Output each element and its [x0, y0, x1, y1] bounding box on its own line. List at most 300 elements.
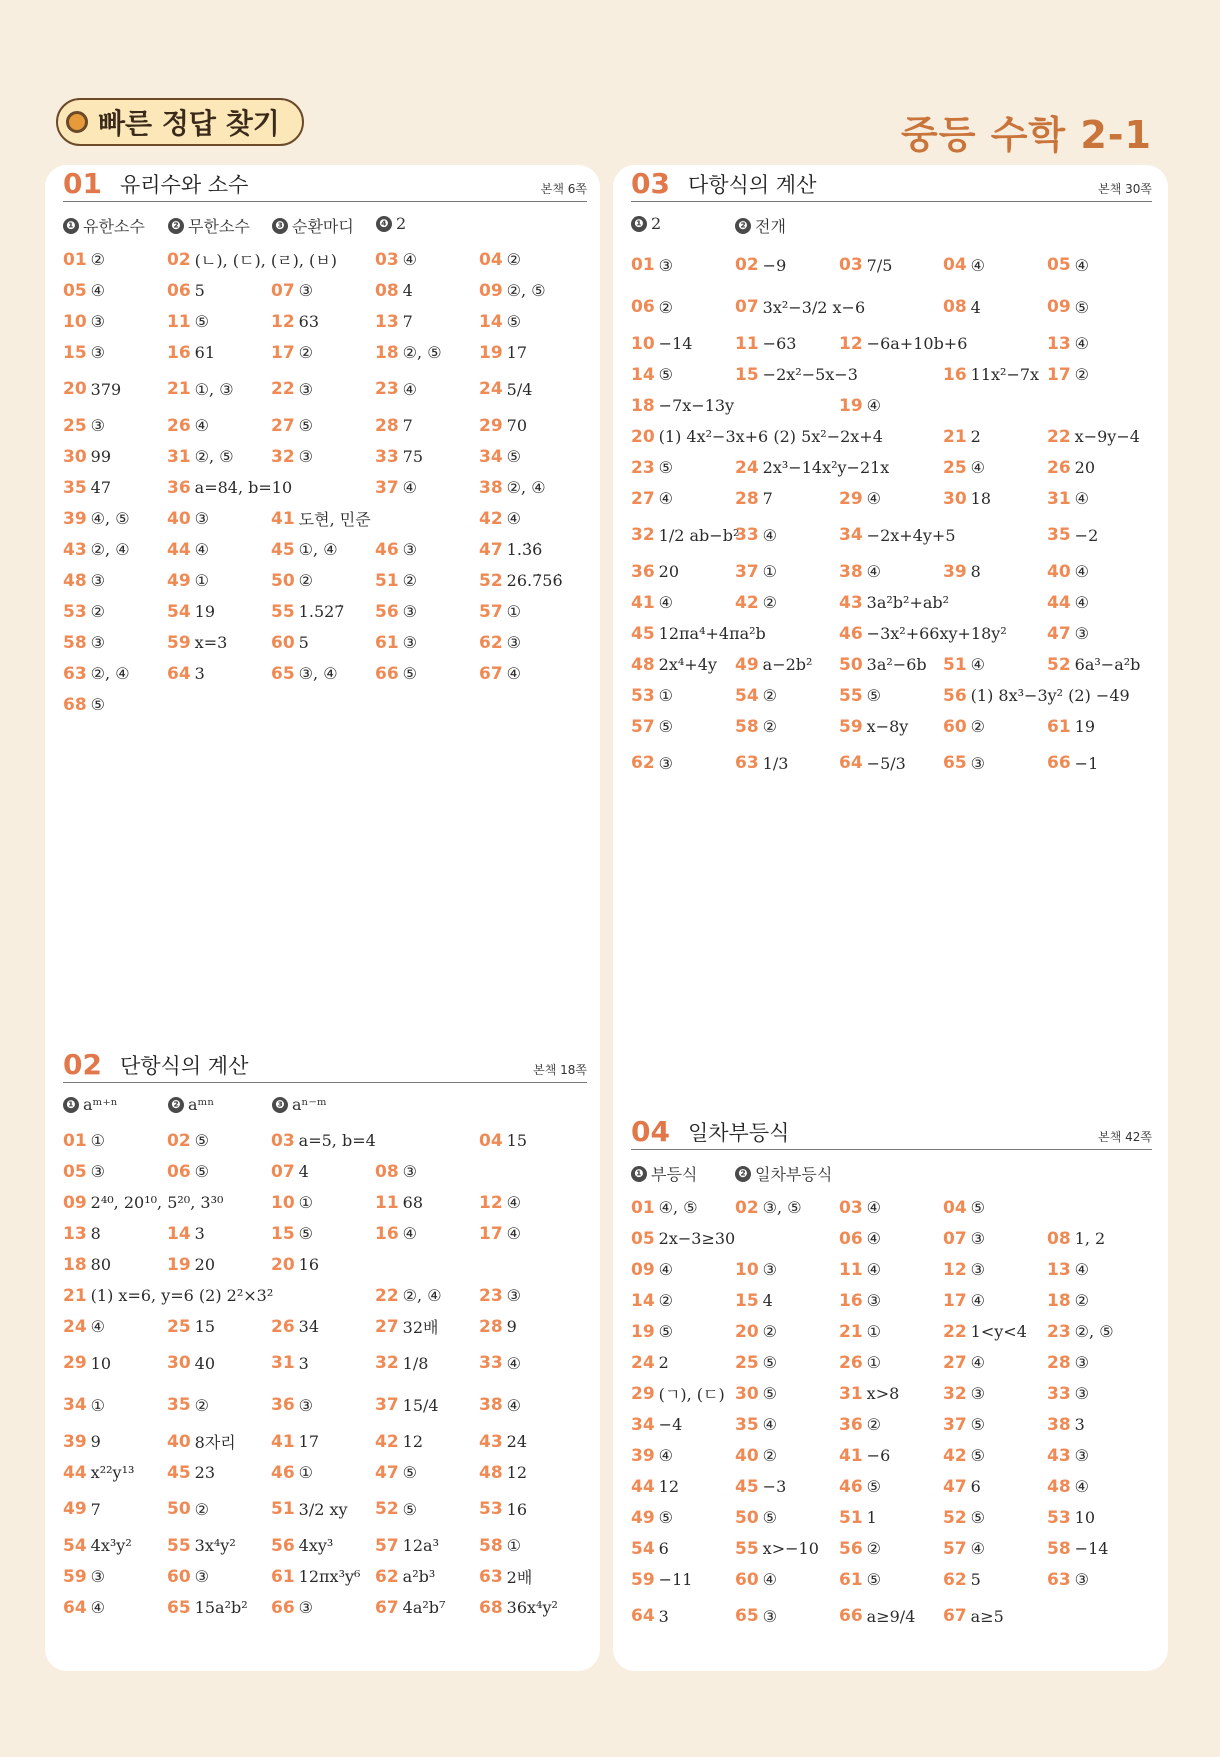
answer-item — [167, 1255, 215, 1275]
answer-value: ④ — [970, 458, 986, 477]
answer-value: ③ — [298, 1598, 314, 1617]
answer-value: 1/3 — [762, 753, 789, 773]
question-number: 10 — [631, 333, 655, 354]
answer-value: 2x−3≥30 — [658, 1229, 736, 1248]
answer-value: ⑤ — [194, 1162, 210, 1181]
question-number: 22 — [375, 1285, 399, 1306]
answer-value: 19 — [1074, 717, 1096, 736]
answer-value: 5 — [194, 281, 205, 300]
answer-item — [839, 1415, 881, 1435]
answer-item — [1047, 297, 1089, 317]
answer-value: ③ — [970, 753, 986, 773]
answer-item — [167, 343, 215, 363]
question-number: 03 — [839, 1197, 863, 1218]
question-number: 07 — [271, 1161, 295, 1182]
answer-value: 9 — [90, 1432, 101, 1451]
question-number: 65 — [271, 663, 295, 684]
answer-value: ② — [658, 297, 674, 317]
question-number: 31 — [1047, 488, 1071, 509]
answer-value: 12 — [402, 1432, 424, 1451]
answer-value: ④ — [658, 1446, 674, 1465]
answer-row — [631, 1595, 1152, 1637]
answer-value: 99 — [90, 447, 112, 466]
answer-item — [375, 1286, 442, 1306]
answer-value: (1) x=6, y=6 (2) 2²×3² — [90, 1286, 274, 1305]
answer-value: 1.527̇ — [298, 602, 345, 621]
answer-value: −11 — [658, 1570, 693, 1589]
question-number: 13 — [1047, 333, 1071, 354]
answer-row — [631, 244, 1152, 286]
answer-value: 12πa⁴+4πa²b — [658, 624, 766, 643]
question-number: 35 — [167, 1395, 191, 1415]
answer-item — [631, 1446, 673, 1466]
question-number: 21 — [839, 1321, 863, 1342]
concept-number-badge: ❹ — [376, 216, 392, 232]
section-header — [63, 166, 587, 202]
question-number: 10 — [63, 311, 87, 332]
answer-value: ② — [1074, 1291, 1090, 1310]
question-number: 02 — [735, 255, 759, 275]
answer-value: x>8 — [866, 1384, 900, 1403]
answer-value: 34 — [298, 1317, 320, 1336]
question-number: 46 — [375, 539, 399, 560]
answer-value: 12a³ — [402, 1536, 439, 1555]
question-number: 47 — [943, 1476, 967, 1497]
answer-value: ② — [506, 250, 522, 269]
concept-answer — [631, 1162, 697, 1185]
question-number: 29 — [839, 488, 863, 509]
question-number: 32 — [631, 525, 655, 545]
answer-value: ③ — [1074, 1570, 1090, 1589]
answer-value: 19 — [194, 602, 216, 621]
question-number: 37 — [943, 1414, 967, 1435]
answer-value: ④ — [1074, 562, 1090, 581]
answer-item — [479, 250, 521, 270]
answer-value: ③ — [90, 343, 106, 362]
question-number: 12 — [839, 333, 863, 354]
question-number: 23 — [375, 379, 399, 399]
answer-row — [631, 711, 1152, 742]
answer-item — [943, 1508, 985, 1528]
question-number: 42 — [735, 592, 759, 613]
answer-item — [63, 281, 105, 301]
answer-item — [943, 1384, 985, 1404]
answer-item — [271, 1317, 319, 1337]
answer-item — [943, 1446, 985, 1466]
answer-item — [63, 633, 105, 653]
question-number: 67 — [479, 663, 503, 684]
question-number: 53 — [631, 685, 655, 706]
answer-value: 3x²−3/2 x−6 — [762, 297, 866, 317]
answer-value: ⑤ — [970, 1446, 986, 1465]
answer-row — [631, 514, 1152, 556]
answer-value: ⑤ — [402, 1499, 418, 1519]
answer-value: a²b³ — [402, 1567, 436, 1586]
answer-value: −6a+10b+6 — [866, 334, 968, 353]
question-number: 03 — [839, 255, 863, 275]
answer-item — [479, 664, 521, 684]
page-reference: 본책 6쪽 — [540, 182, 587, 196]
answer-item — [839, 1198, 881, 1218]
question-number: 38 — [479, 477, 503, 498]
question-number: 49 — [167, 570, 191, 591]
answer-item — [735, 1508, 777, 1528]
question-number: 09 — [63, 1192, 87, 1213]
question-number: 40 — [735, 1445, 759, 1466]
answer-row — [631, 1223, 1152, 1254]
question-number: 12 — [943, 1259, 967, 1280]
answer-item — [167, 1224, 205, 1244]
question-number: 27 — [375, 1316, 399, 1337]
answer-item — [735, 334, 796, 354]
answer-item — [839, 255, 892, 275]
question-number: 18 — [375, 342, 399, 363]
question-number: 44 — [631, 1476, 655, 1497]
concept-answer — [63, 214, 145, 237]
question-number: 13 — [375, 311, 399, 332]
question-number: 21 — [943, 426, 967, 447]
question-number: 14 — [631, 364, 655, 385]
answer-item — [631, 1382, 725, 1405]
book-title: 중등 수학 2-1 — [901, 113, 1152, 157]
answer-value: ③ — [1074, 624, 1090, 643]
answer-value: ② — [866, 1415, 882, 1434]
answer-value: ④ — [506, 1193, 522, 1212]
answer-value: ④ — [402, 1224, 418, 1243]
answer-value: ②, ⑤ — [1074, 1322, 1114, 1341]
answer-item — [943, 1570, 981, 1590]
question-number: 51 — [271, 1499, 295, 1519]
answer-value: ③ — [402, 602, 418, 621]
question-number: 25 — [167, 1316, 191, 1337]
answer-item — [1047, 1415, 1085, 1435]
concept-number-badge: ❷ — [735, 218, 751, 234]
answer-value: 20 — [194, 1255, 216, 1274]
answer-item — [631, 1415, 682, 1435]
answer-value: 68 — [402, 1193, 424, 1212]
question-number: 15 — [271, 1223, 295, 1244]
question-number: 55 — [167, 1535, 191, 1556]
answer-item — [479, 1432, 527, 1452]
question-number: 25 — [63, 415, 87, 436]
answer-item — [631, 562, 679, 582]
question-number: 03 — [271, 1130, 295, 1151]
answer-item — [631, 655, 717, 675]
answer-item — [943, 1198, 985, 1218]
question-number: 35 — [735, 1414, 759, 1435]
answer-value: ⑤ — [970, 1198, 986, 1217]
answer-value: −14 — [658, 334, 693, 353]
question-number: 42 — [479, 508, 503, 529]
concept-row — [63, 214, 587, 236]
answer-value: 2x⁴+4y — [658, 655, 717, 674]
concept-value: 무한소수 — [188, 217, 250, 236]
question-number: 57 — [375, 1535, 399, 1556]
answer-value: 7 — [402, 416, 413, 435]
answer-value: ① — [506, 1536, 522, 1555]
answer-row — [63, 441, 587, 472]
question-number: 33 — [479, 1353, 503, 1373]
answer-item — [1047, 1570, 1089, 1590]
concept-answer — [631, 214, 661, 233]
question-number: 39 — [63, 1431, 87, 1452]
answer-row — [63, 689, 587, 720]
question-number: 61 — [271, 1566, 295, 1587]
answer-row — [63, 1280, 587, 1311]
answer-item — [271, 281, 313, 301]
answer-item — [1047, 593, 1089, 613]
answer-item — [1047, 753, 1098, 773]
answer-value: ③ — [90, 633, 106, 652]
question-number: 23 — [479, 1285, 503, 1306]
question-number: 57 — [943, 1538, 967, 1559]
answer-value: 8자리 — [194, 1433, 236, 1452]
answer-item — [63, 1567, 105, 1587]
answer-item — [1047, 1229, 1105, 1249]
question-number: 41 — [271, 1431, 295, 1452]
answer-item — [943, 1606, 1004, 1626]
answer-item — [375, 416, 413, 436]
question-number: 44 — [63, 1462, 87, 1483]
answer-item — [167, 1353, 215, 1373]
answer-value: 24 — [506, 1432, 528, 1451]
question-number: 38 — [1047, 1414, 1071, 1435]
answer-value: ② — [762, 1446, 778, 1465]
section-02 — [63, 1047, 587, 1623]
answer-value: 3 — [298, 1353, 309, 1373]
question-number: 18 — [1047, 1290, 1071, 1311]
question-number: 04 — [479, 249, 503, 270]
answer-item — [943, 1291, 985, 1311]
question-number: 08 — [375, 1161, 399, 1182]
concept-value: aᵐ⁺ⁿ — [83, 1095, 118, 1114]
answer-value: ① — [90, 1395, 106, 1415]
answer-item — [271, 571, 313, 591]
answer-row — [63, 244, 587, 275]
answer-item — [63, 540, 130, 560]
answer-item — [271, 602, 344, 622]
question-number: 01 — [631, 255, 655, 275]
answer-item — [839, 1606, 915, 1626]
answer-value: ②, ④ — [506, 478, 546, 497]
answer-item — [479, 416, 527, 436]
answer-item — [631, 458, 673, 478]
answer-item — [631, 427, 883, 447]
answer-row — [631, 1440, 1152, 1471]
question-number: 41 — [839, 1445, 863, 1466]
question-number: 16 — [375, 1223, 399, 1244]
answer-item — [63, 602, 105, 622]
answer-value: 6 — [970, 1477, 981, 1496]
answer-value: ③ — [194, 1567, 210, 1586]
answer-item — [375, 1193, 423, 1213]
answer-item — [735, 717, 777, 737]
question-number: 22 — [943, 1321, 967, 1342]
answer-item — [63, 1536, 132, 1556]
answer-item — [167, 1598, 248, 1618]
answer-item — [167, 540, 209, 560]
answer-item — [479, 571, 563, 591]
concept-number-badge: ❶ — [63, 1097, 79, 1113]
answer-value: −14 — [1074, 1539, 1109, 1558]
answer-item — [631, 1570, 692, 1590]
answer-value: ② — [90, 602, 106, 621]
answer-value: ③ — [298, 447, 314, 466]
answer-item — [63, 343, 105, 363]
question-number: 48 — [63, 570, 87, 591]
answer-value: ① — [298, 1193, 314, 1212]
question-number: 08 — [943, 297, 967, 317]
answer-item — [631, 1539, 669, 1559]
answer-item — [1047, 458, 1095, 478]
answer-value: ② — [402, 571, 418, 590]
question-number: 61 — [839, 1569, 863, 1590]
question-number: 43 — [839, 592, 863, 613]
question-number: 04 — [943, 1197, 967, 1218]
answer-item — [271, 664, 338, 684]
question-number: 31 — [271, 1353, 295, 1373]
answer-value: a=5, b=4 — [298, 1131, 376, 1150]
answer-value: 10 — [90, 1353, 112, 1373]
answer-item — [167, 312, 209, 332]
answer-row — [631, 286, 1152, 328]
answer-item — [375, 540, 417, 560]
question-number: 60 — [943, 716, 967, 737]
answer-item — [839, 525, 956, 545]
concept-answer — [168, 1095, 214, 1114]
answer-item — [943, 365, 1039, 385]
question-number: 28 — [375, 415, 399, 436]
answer-item — [839, 1477, 881, 1497]
answer-item — [167, 571, 209, 591]
answer-value: ⑤ — [762, 1384, 778, 1403]
answer-row — [63, 275, 587, 306]
answer-row — [631, 618, 1152, 649]
answer-item — [631, 1260, 673, 1280]
answer-row — [631, 649, 1152, 680]
question-number: 63 — [1047, 1569, 1071, 1590]
answer-value: 20 — [658, 562, 680, 581]
question-number: 16 — [943, 364, 967, 385]
question-number: 40 — [167, 1431, 191, 1452]
concept-value: 일차부등식 — [755, 1165, 833, 1184]
answer-item — [479, 1353, 521, 1373]
answer-row — [63, 1488, 587, 1530]
answer-item — [1047, 655, 1140, 675]
answer-item — [479, 633, 521, 653]
answer-value: 2⁴⁰, 20¹⁰, 5²⁰, 3³⁰ — [90, 1193, 224, 1212]
section-number: 04 — [631, 1115, 670, 1148]
question-number: 35 — [1047, 525, 1071, 545]
question-number: 60 — [271, 632, 295, 653]
question-number: 61 — [1047, 716, 1071, 737]
question-number: 29 — [479, 415, 503, 436]
answer-item — [271, 312, 319, 332]
answer-item — [375, 312, 413, 332]
answer-value: 3a²b²+ab² — [866, 593, 950, 612]
answer-value: −6 — [866, 1446, 891, 1465]
answer-value: 4 — [298, 1162, 309, 1181]
answer-item — [271, 507, 371, 530]
answer-item — [479, 281, 546, 301]
answer-value: ③ — [194, 509, 210, 528]
answer-value: −7x−13y — [658, 396, 735, 415]
answer-item — [735, 1260, 777, 1280]
answer-value: x=3 — [194, 633, 228, 652]
answer-item — [839, 593, 949, 613]
answer-item — [167, 1162, 209, 1182]
answer-row — [63, 1311, 587, 1342]
answer-value: 3 — [194, 1224, 205, 1243]
answer-value: ④ — [970, 1539, 986, 1558]
question-number: 59 — [839, 716, 863, 737]
question-number: 60 — [735, 1569, 759, 1590]
answer-value: 4a²b⁷ — [402, 1598, 446, 1617]
question-number: 14 — [479, 311, 503, 332]
answer-value: 26.7̇56̇ — [506, 571, 563, 590]
question-number: 15 — [63, 342, 87, 363]
answer-value: ③ — [90, 1567, 106, 1586]
answer-value: 2배 — [506, 1568, 533, 1587]
question-number: 53 — [1047, 1507, 1071, 1528]
answer-item — [631, 753, 673, 773]
question-number: 36 — [839, 1414, 863, 1435]
concept-number-badge: ❷ — [168, 1097, 184, 1113]
question-number: 58 — [63, 632, 87, 653]
answer-value: ③ — [402, 633, 418, 652]
page-reference: 본책 42쪽 — [1098, 1130, 1152, 1144]
question-number: 01 — [63, 1130, 87, 1151]
answer-value: 8 — [970, 562, 981, 581]
question-number: 08 — [375, 280, 399, 301]
answer-value: ④ — [762, 525, 778, 545]
answer-item — [1047, 1384, 1089, 1404]
answer-value: ③ — [298, 379, 314, 399]
answer-row — [63, 1592, 587, 1623]
answer-value: ④ — [1074, 593, 1090, 612]
answer-grid — [631, 244, 1152, 784]
answer-row — [631, 1378, 1152, 1409]
question-number: 05 — [63, 1161, 87, 1182]
section-header — [631, 1114, 1152, 1150]
answer-value: ③ — [1074, 1446, 1090, 1465]
answer-value: (1) 8x³−3y² (2) −49 — [970, 686, 1130, 705]
answer-value: 3 — [658, 1606, 669, 1626]
answer-item — [943, 655, 985, 675]
answer-row — [631, 587, 1152, 618]
answer-item — [63, 1224, 101, 1244]
question-number: 20 — [631, 426, 655, 447]
answer-value: ④ — [866, 1229, 882, 1248]
answer-value: 3a²−6b — [866, 655, 927, 674]
question-number: 43 — [479, 1431, 503, 1452]
question-number: 62 — [479, 632, 503, 653]
answer-value: 80 — [90, 1255, 112, 1274]
answer-item — [479, 1193, 521, 1213]
answer-value: ④ — [194, 540, 210, 559]
question-number: 53 — [479, 1499, 503, 1519]
question-number: 21 — [167, 379, 191, 399]
answer-row — [631, 1502, 1152, 1533]
answer-value: ② — [298, 343, 314, 362]
answer-item — [631, 1606, 669, 1626]
question-number: 26 — [839, 1352, 863, 1373]
answer-value: ④ — [866, 562, 882, 581]
answer-item — [271, 416, 313, 436]
answer-row — [63, 1156, 587, 1187]
answer-row — [631, 1254, 1152, 1285]
question-number: 56 — [839, 1538, 863, 1559]
